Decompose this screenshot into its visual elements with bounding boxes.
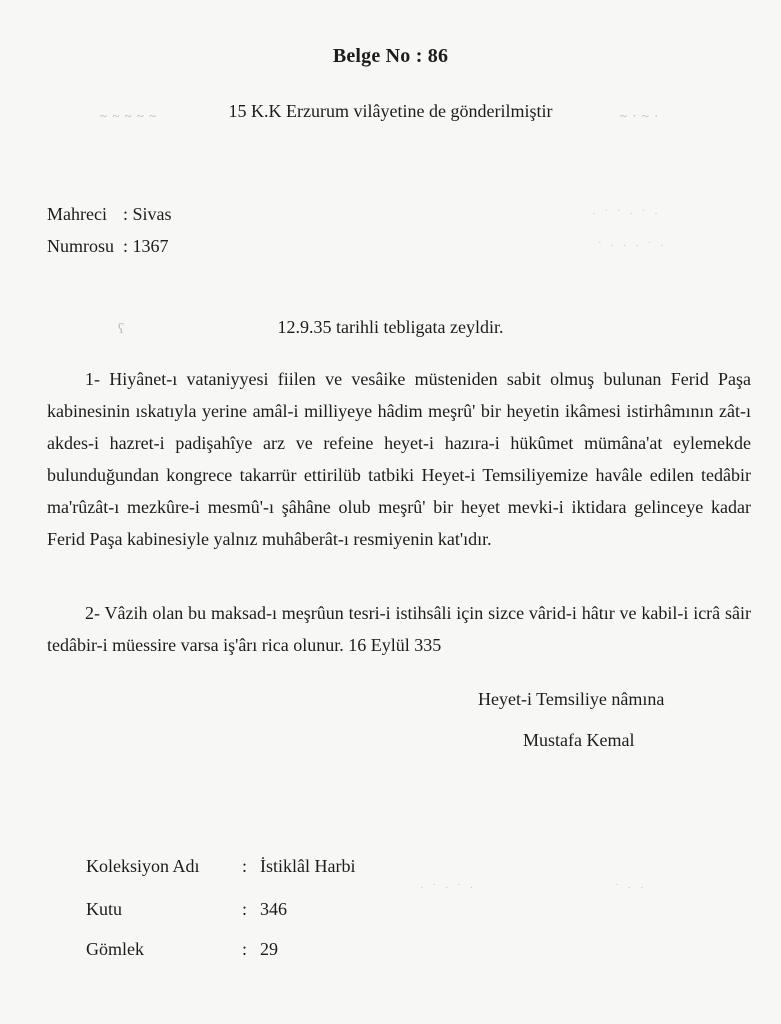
folder-row [86, 939, 278, 960]
number-row [47, 236, 169, 257]
folder-separator: : [242, 939, 248, 959]
origin-label: Mahreci [47, 204, 107, 224]
collection-separator: : [242, 856, 248, 876]
collection-row [86, 856, 355, 877]
bleed-through-mark: ˙ · · [615, 882, 647, 894]
bleed-through-mark: ˙ · · · ˙ · [598, 240, 667, 252]
document-title: Belge No : 86 [332, 45, 449, 67]
folder-value: 29 [260, 939, 278, 959]
box-value: 346 [260, 899, 287, 919]
origin-row [47, 204, 172, 225]
signature-title: Heyet-i Temsiliye nâmına [478, 689, 665, 709]
paragraph-1: 1- Hiyânet-ı vataniyyesi fiilen ve vesâike müsteniden sabit olmuş bulunan Ferid Paşa kabinesinin ıskatıyla yerine amâl-i milliyeye hâdim meşrû' bir heyetin ikâmesi istirhâmının zât-ı akdes-i hazret-i padişahîye arz ve refeine heyet-i hazıra-i hükûmet mümâna'at eylemekde bulunduğundan kongrece takarrür ettirilüb tatbiki Heyet-i Temsiliyemize havâle edilen tedâbir ma'rûzât-ı mezkûre-i mesmû'-ı şâhâne olub meşrû' bir heyet mevki-i iktidara gelinceye kadar Ferid Paşa kabinesiyle yalnız muhâberât-ı resmiyenin kat'ıdır. [47, 369, 751, 549]
signature-name: Mustafa Kemal [523, 730, 635, 750]
margin-mark: ʕ [118, 322, 125, 337]
dispatch-note: 15 K.K Erzurum vilâyetine de gönderilmiştir [228, 101, 553, 121]
reference-line: 12.9.35 tarihli tebligata zeyldir. [277, 317, 504, 337]
bleed-through-mark: ~ ~ ~ ~ ~ [100, 108, 158, 123]
paragraph-2: 2- Vâzih olan bu maksad-ı meşrûun tesri-i istihsâli için sizce vârid-i hâtır ve kabil-i icrâ sâir tedâbir-i müessire varsa iş'ârı rica olunur. 16 Eylül 335 [47, 603, 751, 655]
origin-value: : Sivas [123, 204, 172, 224]
bleed-through-mark: · ˙ ˙ · ˙ · [592, 208, 661, 220]
folder-label: Gömlek [86, 939, 144, 959]
number-label: Numrosu [47, 236, 114, 256]
bleed-through-mark: · ˙ · ˙ · [420, 882, 477, 894]
collection-value: İstiklâl Harbi [260, 856, 356, 876]
box-label: Kutu [86, 899, 122, 919]
box-separator: : [242, 899, 248, 919]
number-value: : 1367 [123, 236, 169, 256]
box-row [86, 899, 287, 920]
collection-label: Koleksiyon Adı [86, 856, 200, 876]
bleed-through-mark: ~ · ~ · [620, 108, 660, 123]
